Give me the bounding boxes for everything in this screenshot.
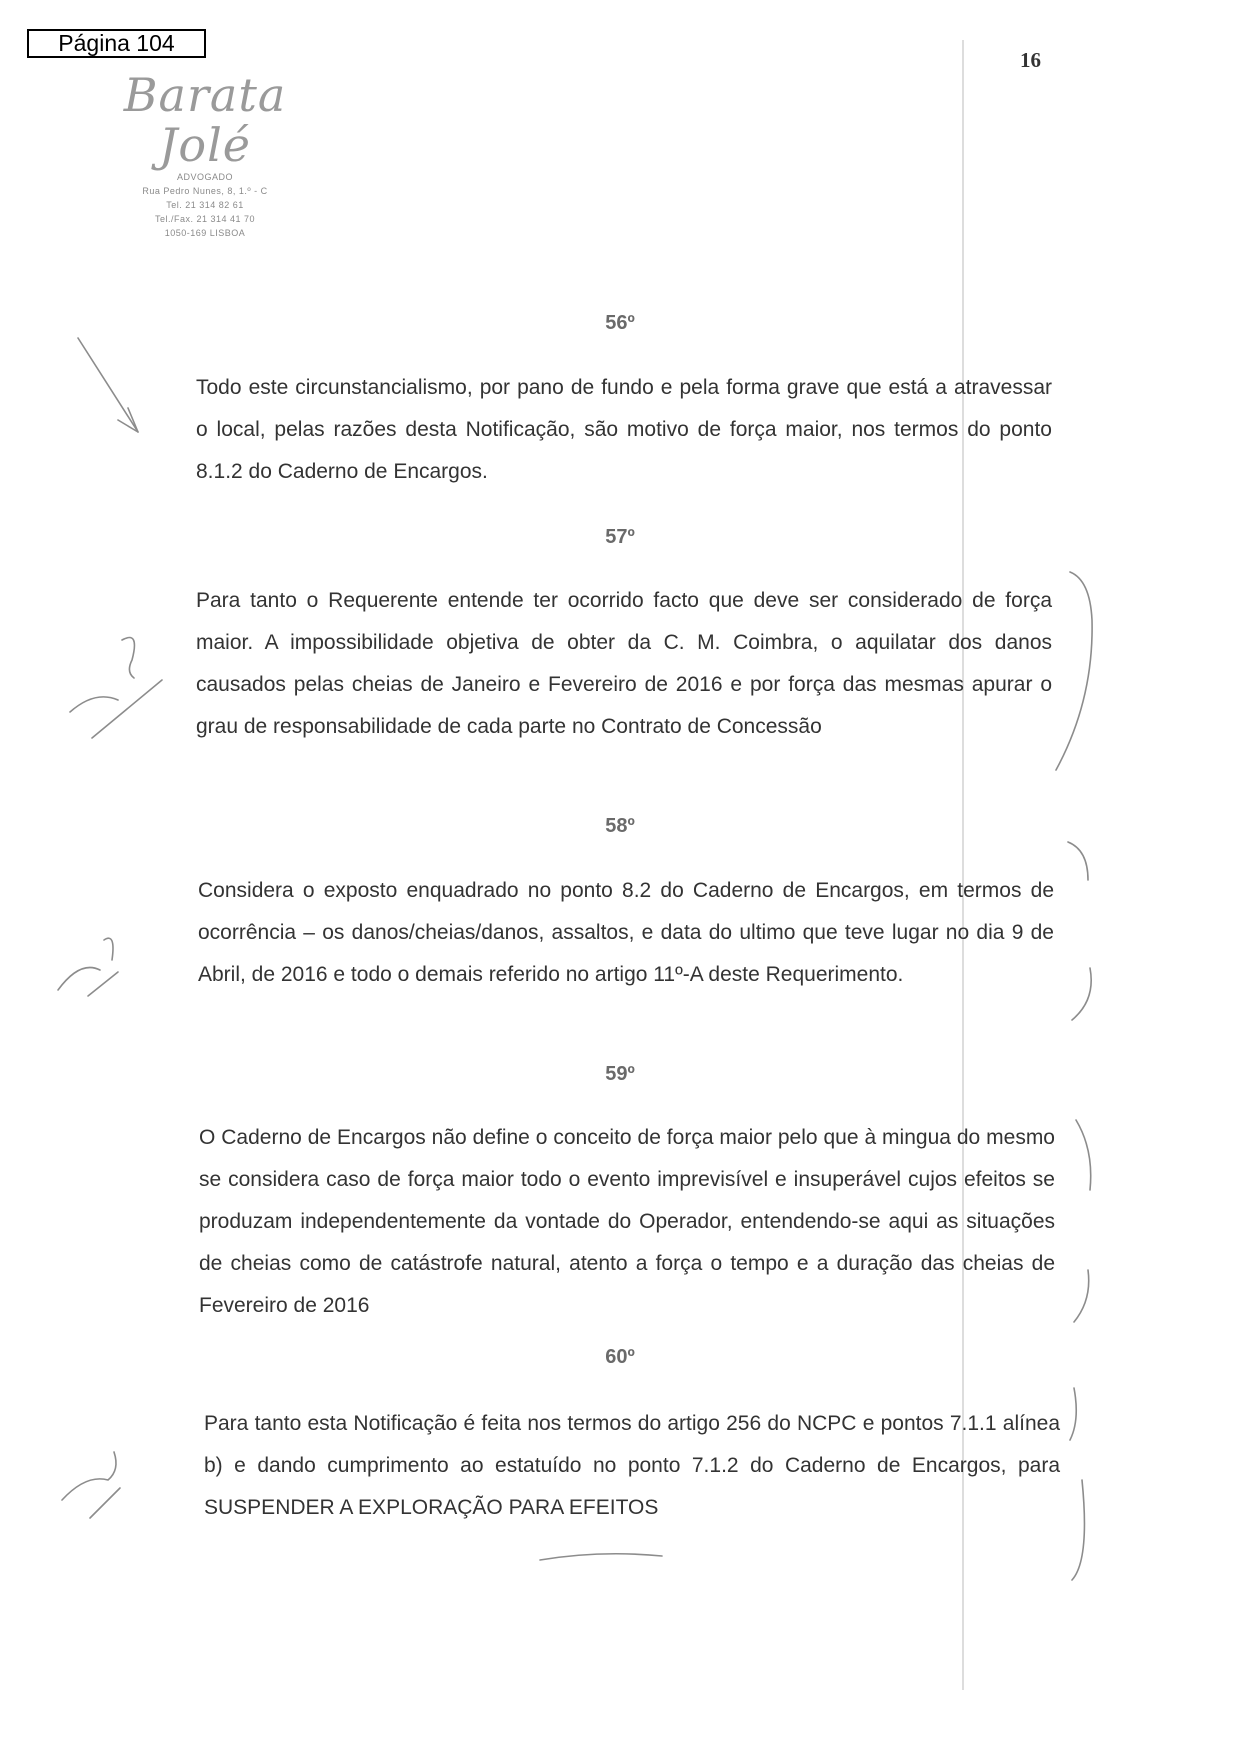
letterhead-logo: Barata Jolé bbox=[123, 68, 287, 172]
bracket-mark-icon bbox=[1056, 572, 1092, 770]
page-label: Página 104 bbox=[27, 29, 206, 58]
letterhead-line: ADVOGADO bbox=[176, 172, 233, 182]
article-number: 58º bbox=[605, 815, 635, 837]
article-text: Para tanto o Requerente entende ter ocorrido facto que deve ser considerado de força maior. A impossibilidade objetiva de obter da C. M. Coimbra, o aquilatar dos danos causados pelas cheias de Janeiro e Fevereiro de 2016 e por força das mesmas apurar o grau de responsabilidade de cada parte no Contrato de Concessão bbox=[196, 589, 1052, 738]
letterhead-line: Tel./Fax. 21 314 41 70 bbox=[154, 214, 256, 224]
arrow-mark-icon bbox=[78, 338, 138, 432]
article-text: Considera o exposto enquadrado no ponto 8.2 do Caderno de Encargos, em termos de ocorrência – os danos/cheias/danos, assaltos, e data do ultimo que teve lugar no dia 9 de Abril, de 2016 e todo o demais referido no artigo 11º-A deste Requerimento. bbox=[198, 879, 1054, 986]
letterhead-line: Rua Pedro Nunes, 8, 1.º - C bbox=[142, 186, 268, 196]
pencil-note-icon bbox=[58, 938, 118, 996]
article-text: Para tanto esta Notificação é feita nos termos do artigo 256 do NCPC e pontos 7.1.1 alínea b) e dando cumprimento ao estatuído no ponto 7.1.2 do Caderno de Encargos, para SUSPENDER A EXPLORAÇÃO PARA EFEITOS bbox=[204, 1412, 1060, 1519]
bracket-mark-icon bbox=[1070, 1388, 1084, 1580]
article-text: O Caderno de Encargos não define o conceito de força maior pelo que à mingua do mesmo se considera caso de força maior todo o evento imprevisível e insuperável cujos efeitos se produzam independentemente da vontade do Operador, entendendo-se aqui as situações de cheias como de catástrofe natural, atento a força o tempo e a duração das cheias de Fevereiro de 2016 bbox=[199, 1126, 1055, 1317]
letterhead-line: 1050-169 LISBOA bbox=[164, 228, 246, 238]
letterhead bbox=[100, 70, 310, 240]
article-number: 59º bbox=[605, 1063, 635, 1085]
letterhead-line: Tel. 21 314 82 61 bbox=[166, 200, 244, 210]
underline-mark-icon bbox=[540, 1554, 662, 1560]
page-number: 16 bbox=[1020, 48, 1041, 72]
bracket-mark-icon bbox=[1074, 1120, 1091, 1322]
article-text: Todo este circunstancialismo, por pano de fundo e pela forma grave que está a atravessar o local, pelas razões desta Notificação, são motivo de força maior, nos termos do ponto 8.1.2 do Caderno de Encargos. bbox=[196, 376, 1052, 483]
arrow-mark-icon bbox=[118, 408, 138, 432]
article-number: 56º bbox=[605, 312, 635, 334]
article-number: 60º bbox=[605, 1346, 635, 1368]
pencil-note-icon bbox=[70, 638, 162, 739]
bracket-mark-icon bbox=[1068, 842, 1091, 1020]
article-number: 57º bbox=[605, 526, 635, 548]
pencil-note-icon bbox=[62, 1452, 120, 1518]
